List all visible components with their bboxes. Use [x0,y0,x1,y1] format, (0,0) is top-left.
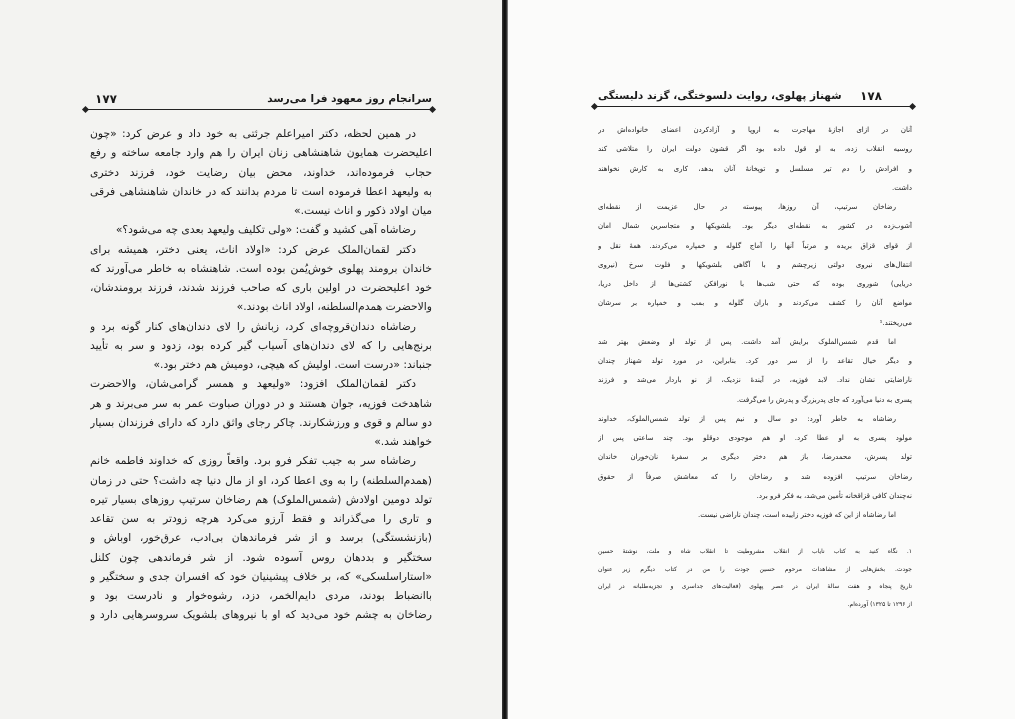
left-page [0,0,502,719]
text-line-content: تولد دومین اولادش (شمس‌الملوک) هم رضاخان سرتیپ روزهای بسیار تیره [90,492,432,506]
paragraph [598,333,912,410]
text-line-content: حجاب فرموده‌اند، خداوند، محض بیان رضایت خود، فرزند دختری [90,165,432,179]
text-line [598,410,912,429]
text-line [90,605,432,624]
text-line [90,124,432,143]
text-line [598,429,912,448]
text-line [90,355,432,374]
text-line-content: رضاشاه سر به جیب تفکر فرو برد. واقعاً روزی که خداوند فاطمه خانم [90,454,416,468]
paragraph [90,451,432,624]
text-line [598,314,912,333]
text-line-content: اما رضاشاه از این که فوزیه دختر زاییده است، چندان ناراضی نیست. [698,511,896,519]
text-line [598,237,912,256]
header-rule [86,109,432,110]
text-line-content: ناراضایتی نشان نداد. لابد فوزیه، در آیندهٔ نزدیک، از نو باردار می‌شد و فرزند [598,376,912,385]
text-line [90,374,432,393]
text-line [90,509,432,528]
text-line [90,182,432,201]
text-line-content: مولود پسری به او عطا کرد. او هم موجودی دوقلو بود. چند ساعتی پس از [598,434,912,442]
text-line [90,220,432,239]
text-line [90,567,432,586]
text-line-content: آنان در ازای اجازهٔ مهاجرت به اروپا و آزادکردن اعضای خانواده‌اش در [598,126,912,134]
footnote-line [598,561,912,579]
text-line-content: و دیگر خیال تقاعد را از سر دور کرد. بنابراین، در مورد تولد شهناز چندان [598,357,912,365]
text-line [90,471,432,490]
text-line-content: آشوب‌زده در کشور به نقطه‌ای دیگر بود. بلشویکها و متجاسرین شمال امان [598,222,912,231]
text-line [598,140,912,159]
text-line-content: رضاشاه به خاطر آورد: دو سال و نیم پس از تولد شمس‌الملوک، خداوند [598,414,896,423]
text-line [90,317,432,336]
text-line-content: «استاراسلسکی» که، بر خلاف پیشینیان خود که افسران جدی و سختگیر و [90,569,432,583]
paragraph [90,240,432,317]
text-line [598,333,912,352]
text-line [598,506,912,525]
text-line [598,275,912,294]
footnote-line-content: از ۱۲۹۶ تا ۱۳۲۵) آورده‌ام. [847,600,912,608]
text-line-content: به ولیعهد اعطا فرموده است تا مردم بدانند که در خاندان شاهنشاهی فرقی [90,184,432,198]
text-line [598,198,912,217]
paragraph [90,124,432,220]
footnote-paragraph [598,543,912,613]
footnote-line [598,578,912,596]
text-line [598,256,912,275]
text-line [90,240,432,259]
text-line-content: دکتر لقمان‌الملک افزود: «ولیعهد و همسر گرامی‌شان، والاحضرت [90,377,416,391]
text-line-content: (همدم‌السلطنه) را به وی اعطا کرد، او از مال دنیا چه داشت؟ حتی در زمان [90,473,432,487]
page-number: ۱۷۷ [95,92,117,106]
text-line-content: سختگیر و بددهان روس آسوده شود. از شر فرماندهی چون کلنل [90,550,432,564]
text-line-content: نه‌چندان کافی قزاقخانه تأمین می‌شد، به فکر فرو برد. [756,491,912,500]
text-line-content: دریایی) شوروی بوده که حتی شب‌ها با نورافکن کشتی‌ها از داخل دریا، [598,280,912,288]
text-line [90,259,432,278]
text-line-content: شاهدخت فوزیه، جوان هستند و در دوران صباوت عمر به سر می‌برند و هر [90,396,432,410]
text-line [90,548,432,567]
text-line-content: برنج‌هایی را که لای دندان‌های آسیاب گیر کرده بود، زدود و سر به تأیید [90,338,432,352]
text-line [90,490,432,509]
text-line-content: رضاخان به چشم خود می‌دید که او با نیروهای بلشویک سروسرهایی دارد و [90,608,432,622]
text-line-content: دکتر لقمان‌الملک عرض کرد: «اولاد اناث، یعنی دختر، همیشه برای [90,242,416,256]
text-line [90,528,432,547]
text-line-content: خاندان برومند پهلوی خوش‌یُمن بوده است. شاهنشاه به خاطر می‌آورند که [90,261,432,275]
text-line [90,432,432,451]
body-text [598,121,912,525]
footnote [598,543,912,613]
text-line-content: خود اعلیحضرت در اولین باری که صاحب فرزند شدند، فرزند برومندشان، [90,281,432,294]
text-line-content: در همین لحظه، دکتر امیراعلم جرئتی به خود داد و عرض کرد: «چون [90,127,416,140]
footnote-line [598,596,912,614]
paragraph [598,121,912,198]
text-line-content: داشت. [891,183,912,192]
text-line-content: از قوای قزاق بریده و مرتباً آنها را آماج گلوله و خمپاره می‌کردند. همهٔ نقل و [598,241,912,250]
paragraph [90,220,432,239]
paragraph [90,374,432,451]
text-line [90,201,432,220]
text-line-content: رضاشاه آهی کشید و گفت: «ولی تکلیف ولیعهد بعدی چه می‌شود؟» [115,223,416,237]
text-line [598,121,912,140]
text-line-content: میان اولاد ذکور و اناث نیست.» [294,204,432,217]
text-line [598,371,912,390]
text-line-content: انتقال‌های نیروی دولتی زیرچشم و با آگاهی بلشویکها و فلوت سرخ (نیروی [598,260,912,269]
text-line-content: باانضباط بودند، مردی دایم‌الخمر، دزد، رشوه‌خوار و نادرست بود و [90,589,432,602]
page-number: ۱۷۸ [860,89,882,103]
text-line-content: مواضع آنان را کشف می‌کردند و باران گلوله و بمب و خمپاره بر سرشان [598,299,912,308]
text-line [90,278,432,297]
text-line [598,160,912,179]
text-line [90,586,432,605]
text-line-content: والاحضرت همدم‌السلطنه، اولاد اناث بودند.» [236,300,432,314]
text-line-content: اما قدم شمس‌الملوک برایش آمد داشت. پس از تولد او وضعش بهتر شد [598,337,896,346]
text-line-content: روسیه انقلاب زده، به او قول داده بود اگر قشون دولت ایران را متلاشی کند [598,145,912,154]
text-line-content: رضاشاه دندان‌قروچه‌ای کرد، زبانش را لای دندان‌های کنار گونه برد و [90,319,416,333]
paragraph [598,506,912,525]
paragraph [598,410,912,506]
text-line-content: دو سالم و قوی و ورزشکارند. چاکر رجای واثق دارد که دارای فرزندان بسیار [90,415,432,429]
text-line [598,391,912,410]
text-line [90,163,432,182]
text-line [90,413,432,432]
text-line-content: و افرادش را دم تیر مسلسل و توپخانهٔ آنان بدهد، کاری به کارش نخواهند [598,164,912,173]
paragraph [90,317,432,375]
text-line-content: خواهند شد.» [374,435,432,448]
text-line [598,448,912,467]
text-line [90,394,432,413]
text-line [90,451,432,470]
text-line-content: رضاخان سرتیپ، آن روزها، پیوسته در حال عزیمت از نقطه‌ای [598,203,896,211]
paragraph [598,198,912,333]
text-line-content: تولد پسرش، محمدرضا، باز هم دختر دیگری بر سفرهٔ نان‌خوران خاندان [598,453,912,462]
text-line-content: اعلیحضرت همایون شاهنشاهی زنان ایران را هم وارد جامعه ساخته و رفع [90,146,432,160]
text-line [90,297,432,316]
text-line [598,179,912,198]
text-line-content: رضاخان سرتیپ افزوده شد و رضاخان را که معاشش صرفاً از حقوق [598,472,912,481]
text-line [598,217,912,236]
text-line-content: (بازنشستگی) برسد و از شر فرماندهان بی‌ادب، عرق‌خور، اوباش و [90,531,432,545]
text-line-content: پسری به دنیا می‌آورد که جای پدربزرگ و پدرش را می‌گرفت. [736,395,912,404]
text-line [598,352,912,371]
text-line [598,468,912,487]
footnote-line [598,543,912,561]
running-head-title: سرانجام روز معهود فرا می‌رسد [267,93,432,105]
body-text [90,124,432,625]
text-line [598,294,912,313]
text-line-content: می‌ریختند.¹ [879,318,912,327]
text-line [598,487,912,506]
text-line [90,336,432,355]
footnote-line-content: جودت. بخش‌هایی از مشاهدات مرحوم حسین جودت را من در کتاب دیگرم زیر عنوان [598,565,912,573]
text-line-content: و تاری را می‌گذراند و فقط آرزو می‌کرد هرچه زودتر به سن تقاعد [90,512,432,525]
footnote-line-content: تاریخ پنجاه و هفت سالهٔ ایران در عصر پهلوی (فعالیت‌های جداسری و تجزیه‌طلبانه در ایران [598,583,912,591]
footnote-line-content: ۱. نگاه کنید به کتاب نایاب از انقلاب مشروطیت تا انقلاب شاه و ملت، نوشتهٔ حسین [598,548,912,555]
running-head-title: شهناز پهلوی، روایت دلسوختگی، گزند دلبستگی [598,90,842,102]
text-line [90,143,432,162]
text-line-content: جنباند: «درست است. اولیش که هیچی، دومیش هم دختر بود.» [153,358,432,371]
right-page [508,0,1015,719]
header-rule [595,106,912,107]
